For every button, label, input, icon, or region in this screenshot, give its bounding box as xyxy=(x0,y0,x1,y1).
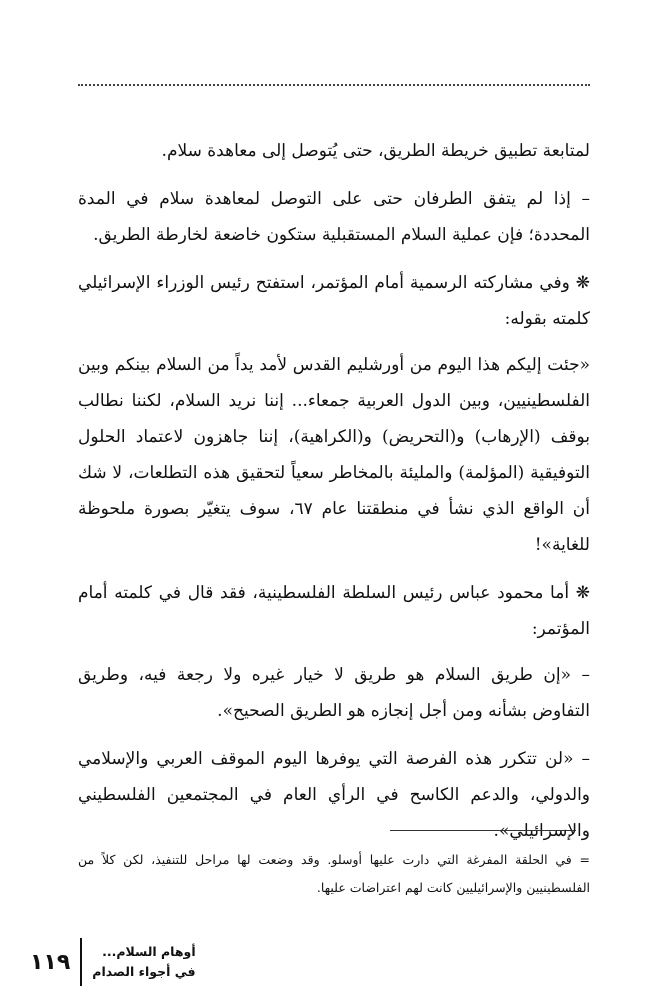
body-text xyxy=(78,133,590,861)
paragraph-no-agreement-clause: – إذا لم يتفق الطرفان حتى على التوصل لمعاهدة سلام في المدة المحددة؛ فإن عملية السلام المستقبلية ستكون خاضعة لخارطة الطريق. xyxy=(78,189,590,245)
book-title-line-2: في أجواء الصدام xyxy=(92,964,196,979)
running-book-title xyxy=(82,942,195,982)
page-number: ١١٩ xyxy=(30,949,71,975)
footnote-text: = في الحلقة المفرغة التي دارت عليها أوسلو. وقد وضعت لها مراحل للتنفيذ، لكن كلاً من الفلسطينيين والإسرائيليين كانت لهم اعتراضات عليها. xyxy=(78,852,590,895)
paragraph-roadmap-followup: لمتابعة تطبيق خريطة الطريق، حتى يُتوصل إلى معاهدة سلام. xyxy=(161,141,590,161)
footnote-separator xyxy=(390,830,576,831)
paragraph-israeli-pm-quote: «جئت إليكم هذا اليوم من أورشليم القدس لأمد يداً من السلام بينكم وبين الفلسطينيين، وبين الدول العربية جمعاء... إننا نريد السلام، لكننا نطالب بوقف (الإرهاب) و(التحريض) و(الكراهية)، إننا جاهزون لاعتماد الحلول التوفيقية (المؤلمة) والمليئة بالمخاطر سعياً لتحقيق هذه التطلعات، لا شك أن الواقع الذي نشأ في منطقتنا عام ٦٧، سوف يتغيّر بصورة ملحوظة للغاية»! xyxy=(78,355,590,555)
footnote xyxy=(78,846,590,902)
paragraph-abbas-intro: ❋ أما محمود عباس رئيس السلطة الفلسطينية، فقد قال في كلمته أمام المؤتمر: xyxy=(78,583,590,639)
paragraph-abbas-quote-2: – «لن تتكرر هذه الفرصة التي يوفرها اليوم الموقف العربي والإسلامي والدولي، والدعم الكاسح في الرأي العام في المجتمعين الفلسطيني والإسرائيلي». xyxy=(78,749,590,841)
paragraph-abbas-quote-1: – «إن طريق السلام هو طريق لا خيار غيره ولا رجعة فيه، وطريق التفاوض بشأنه ومن أجل إنجازه هو الطريق الصحيح». xyxy=(78,665,590,721)
paragraph-israeli-pm-intro: ❋ وفي مشاركته الرسمية أمام المؤتمر، استفتح رئيس الوزراء الإسرائيلي كلمته بقوله: xyxy=(78,273,590,329)
top-dotted-rule xyxy=(78,84,590,86)
page-footer xyxy=(30,938,196,986)
book-title-line-1: أوهام السلام... xyxy=(102,944,196,959)
